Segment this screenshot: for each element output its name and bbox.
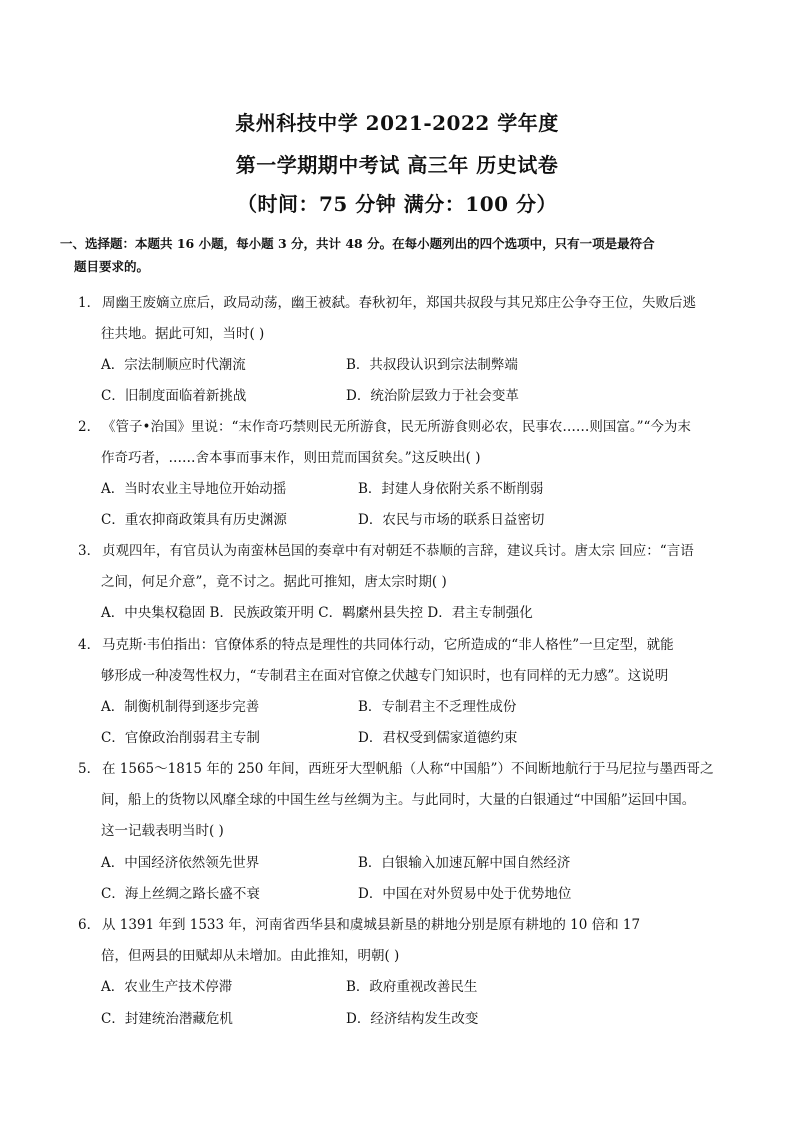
option-c[interactable]: C．海上丝绸之路长盛不衰 <box>101 886 260 902</box>
question-number: 1． <box>78 295 101 311</box>
question-text-cont: 之间，何足介意”，竟不讨之。据此可推知，唐太宗时期( ) <box>101 574 447 590</box>
option-d[interactable]: D．君权受到儒家道德约束 <box>358 730 518 746</box>
school-title: 泉州科技中学 2021-2022 学年度 <box>235 111 559 135</box>
question-3 <box>78 539 738 559</box>
question-number: 4． <box>78 637 101 653</box>
question-text: 《管子•治国》里说：“末作奇巧禁则民无所游食，民无所游食则必农，民事农……则国富。”“今为末 <box>102 419 691 435</box>
option-b[interactable]: B．封建人身依附关系不断削弱 <box>358 481 544 497</box>
option-a[interactable]: A．制衡机制得到逐步完善 <box>101 699 260 715</box>
question-text: 周幽王废嫡立庶后，政局动荡，幽王被弑。春秋初年，郑国共叔段与其兄郑庄公争夺王位，失败后逃 <box>102 295 696 311</box>
question-4 <box>78 633 738 653</box>
question-text: 从 1391 年到 1533 年，河南省西华县和虞城县新垦的耕地分别是原有耕地的 10 倍和 17 <box>102 917 641 933</box>
option-b[interactable]: B．白银输入加速瓦解中国自然经济 <box>358 855 571 871</box>
option-b[interactable]: B．共叔段认识到宗法制弊端 <box>346 357 518 373</box>
section-line-2: 题目要求的。 <box>74 259 150 274</box>
option-c[interactable]: C．官僚政治削弱君主专制 <box>101 730 260 746</box>
question-number: 3． <box>78 543 101 559</box>
question-text-cont: 倍，但两县的田赋却从未增加。由此推知，明朝( ) <box>101 948 400 964</box>
option-a[interactable]: A．宗法制顺应时代潮流 <box>101 357 246 373</box>
option-d[interactable]: D．中国在对外贸易中处于优势地位 <box>358 886 572 902</box>
question-2 <box>78 415 738 435</box>
section-line-1: 一、选择题：本题共 16 小题，每小题 3 分，共计 48 分。在每小题列出的四个选项中，只有一项是最符合 <box>60 236 655 251</box>
question-text-cont: 往共地。据此可知，当时( ) <box>101 326 265 342</box>
option-b[interactable]: B．政府重视改善民生 <box>346 979 478 995</box>
question-text: 在 1565～1815 年的 250 年间，西班牙大型帆船（人称“中国船”）不间断地航行于马尼拉与墨西哥之 <box>102 761 714 777</box>
question-text: 马克斯·韦伯指出：官僚体系的特点是理性的共同体行动，它所造成的“非人格性”一旦定型，就能 <box>102 637 674 653</box>
option-a[interactable]: A．农业生产技术停滞 <box>101 979 233 995</box>
question-text-cont: 间，船上的货物以风靡全球的中国生丝与丝绸为主。与此同时，大量的白银通过“中国船”运回中国。 <box>101 792 696 808</box>
question-number: 5． <box>78 761 101 777</box>
option-a[interactable]: A．当时农业主导地位开始动摇 <box>101 481 287 497</box>
section-instructions <box>60 232 740 278</box>
option-c[interactable]: C．封建统治潜藏危机 <box>101 1011 233 1027</box>
question-text-cont: 这一记载表明当时( ) <box>101 823 224 839</box>
option-c[interactable]: C．旧制度面临着新挑战 <box>101 388 247 404</box>
option-d[interactable]: D．经济结构发生改变 <box>346 1011 479 1027</box>
option-d[interactable]: D．农民与市场的联系日益密切 <box>358 512 545 528</box>
option-d[interactable]: D．统治阶层致力于社会变革 <box>346 388 519 404</box>
question-6 <box>78 913 738 933</box>
exam-title: 第一学期期中考试 高三年 历史试卷 <box>235 153 559 177</box>
option-b[interactable]: B．专制君主不乏理性成份 <box>358 699 517 715</box>
question-5 <box>78 757 738 777</box>
question-text: 贞观四年，有官员认为南蛮林邑国的奏章中有对朝廷不恭顺的言辞，建议兵讨。唐太宗 回应：“言语 <box>102 543 694 559</box>
exam-time-score: （时间：75 分钟 满分：100 分） <box>237 192 557 216</box>
question-number: 6． <box>78 917 101 933</box>
question-text-cont: 够形成一种凌驾性权力，“专制君主在面对官僚之伏越专门知识时，也有同样的无力感”。这说明 <box>101 668 669 684</box>
option-a[interactable]: A．中国经济依然领先世界 <box>101 855 260 871</box>
options-row[interactable]: A．中央集权稳固 B．民族政策开明 C．羁縻州县失控 D．君主专制强化 <box>101 605 533 621</box>
option-c[interactable]: C．重农抑商政策具有历史渊源 <box>101 512 287 528</box>
question-1 <box>78 291 738 311</box>
question-text-cont: 作奇巧者，……舍本事而事末作，则田荒而国贫矣。”这反映出( ) <box>101 450 481 466</box>
question-number: 2． <box>78 419 101 435</box>
